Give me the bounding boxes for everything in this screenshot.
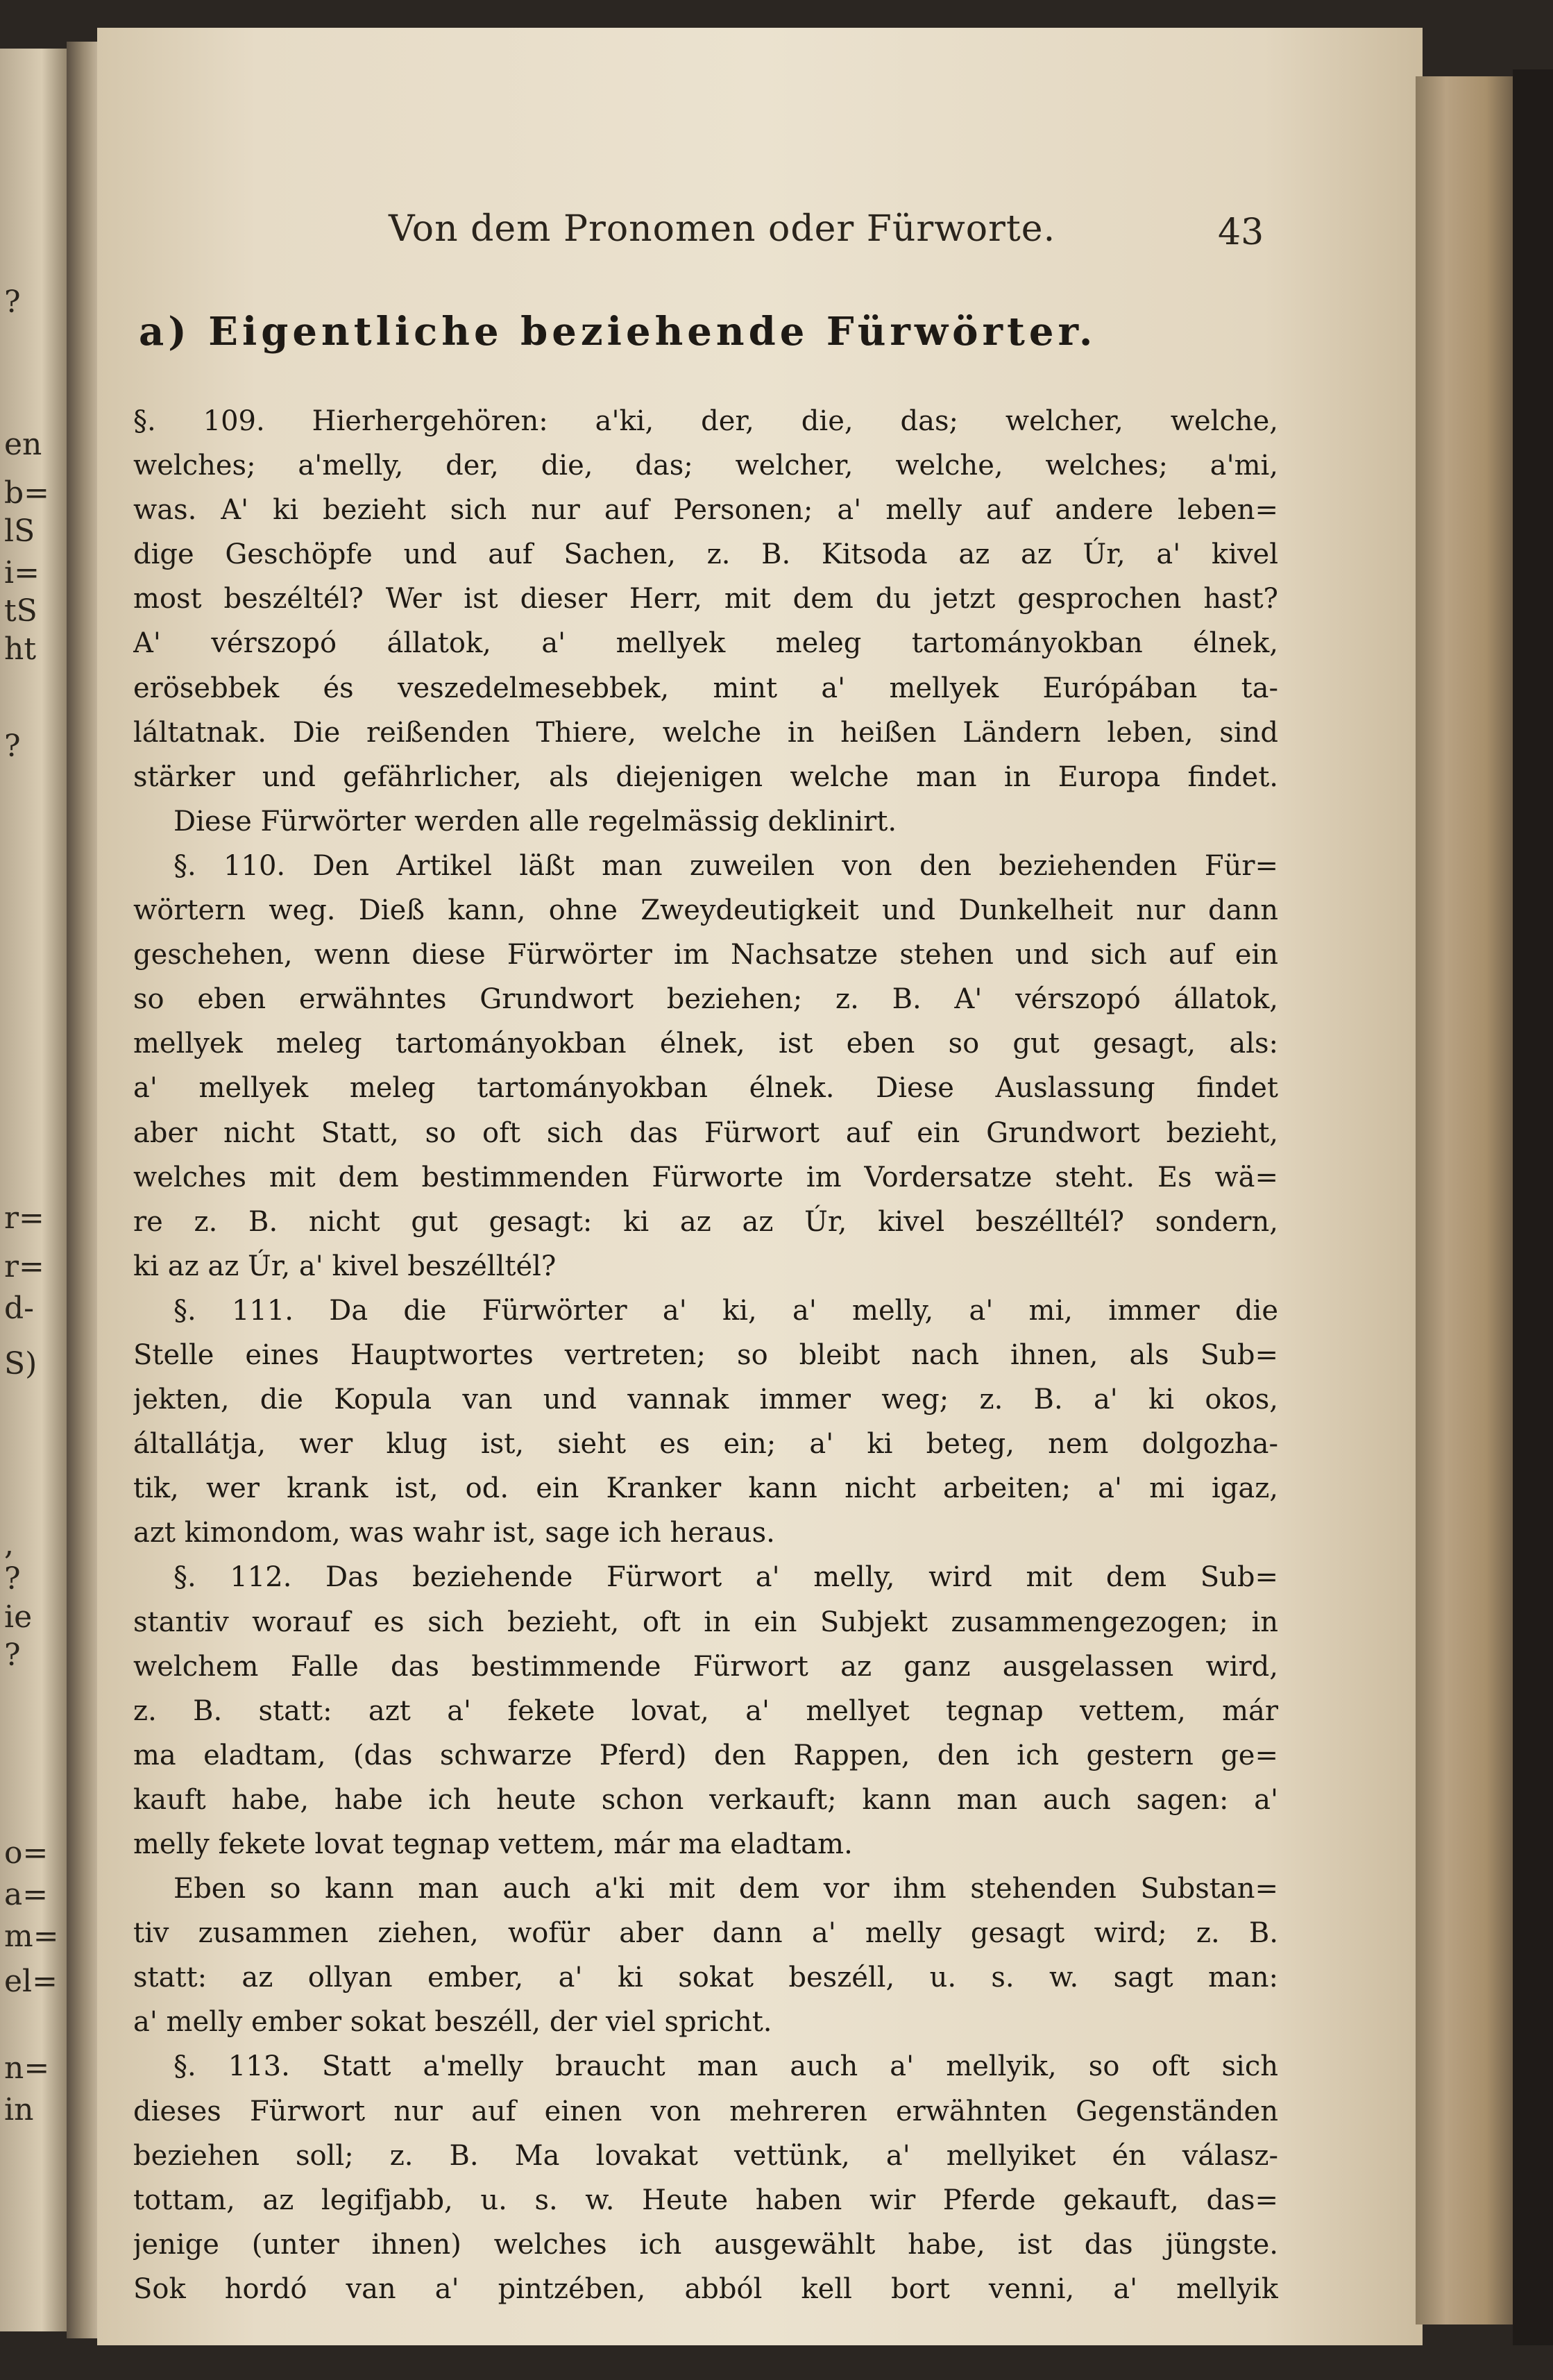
text-line: Diese Fürwörter werden alle regelmässig deklinirt.: [173, 805, 897, 838]
left-fragment: ht: [4, 631, 37, 667]
text-line: z. B. statt: azt a' fekete lovat, a' mellyet tegnap vettem, már: [133, 1694, 1278, 1727]
text-line: §. 111. Da die Fürwörter a' ki, a' melly, a' mi, immer die: [173, 1294, 1278, 1327]
text-line: azt kimondom, was wahr ist, sage ich heraus.: [133, 1517, 775, 1549]
text-line: tik, wer krank ist, od. ein Kranker kann nicht arbeiten; a' mi igaz,: [133, 1472, 1278, 1505]
left-fragment: ?: [4, 729, 21, 764]
text-line: ki az az Úr, a' kivel beszélltél?: [133, 1250, 557, 1282]
text-line: §. 109. Hierhergehören: a'ki, der, die, das; welcher, welche,: [133, 405, 1278, 437]
text-line: a' mellyek meleg tartományokban élnek. Diese Auslassung findet: [133, 1072, 1278, 1105]
text-line: dige Geschöpfe und auf Sachen, z. B. Kitsoda az az Úr, a' kivel: [133, 538, 1278, 571]
left-fragment: b=: [4, 475, 50, 511]
text-line: statt: az ollyan ember, a' ki sokat beszéll, u. s. w. sagt man:: [133, 1962, 1278, 1994]
left-fragment: ie: [4, 1599, 33, 1635]
left-fragment: tS: [4, 593, 37, 629]
text-line: geschehen, wenn diese Fürwörter im Nachsatze stehen und sich auf ein: [133, 939, 1278, 971]
left-fragment: d-: [4, 1291, 35, 1326]
left-fragment: el=: [4, 1964, 58, 1999]
left-fragment: m=: [4, 1919, 59, 1954]
text-line: tiv zusammen ziehen, wofür aber dann a' melly gesagt wird; z. B.: [133, 1917, 1278, 1950]
text-line: was. A' ki bezieht sich nur auf Personen; a' melly auf andere leben=: [133, 494, 1278, 527]
text-line: mellyek meleg tartományokban élnek, ist eben so gut gesagt, als:: [133, 1028, 1278, 1060]
text-line: tottam, az legifjabb, u. s. w. Heute haben wir Pferde gekauft, das=: [133, 2184, 1278, 2216]
text-line: jekten, die Kopula van und vannak immer weg; z. B. a' ki okos,: [133, 1384, 1278, 1416]
text-line: §. 112. Das beziehende Fürwort a' melly, wird mit dem Sub=: [173, 1561, 1278, 1594]
left-fragment: S): [4, 1346, 37, 1382]
left-fragment: ?: [4, 1638, 21, 1673]
text-line: aber nicht Statt, so oft sich das Fürwort auf ein Grundwort bezieht,: [133, 1116, 1278, 1149]
body-text: [133, 399, 1278, 2311]
section-heading: a) Eigentliche beziehende Fürwörter.: [139, 309, 1097, 355]
left-fragment: r=: [4, 1200, 44, 1236]
text-line: Eben so kann man auch a'ki mit dem vor ihm stehenden Substan=: [173, 1873, 1278, 1905]
text-line: so eben erwähntes Grundwort beziehen; z. B. A' vérszopó állatok,: [133, 983, 1278, 1016]
text-line: §. 113. Statt a'melly braucht man auch a' mellyik, so oft sich: [173, 2050, 1278, 2083]
left-fragment: n=: [4, 2050, 50, 2086]
left-fragment: lS: [4, 513, 35, 549]
left-fragment: o=: [4, 1835, 49, 1871]
text-line: re z. B. nicht gut gesagt: ki az az Úr, kivel beszélltél? sondern,: [133, 1205, 1278, 1238]
text-line: dieses Fürwort nur auf einen von mehreren erwähnten Gegenständen: [133, 2095, 1278, 2127]
left-fragment: r=: [4, 1249, 44, 1284]
page-number: 43: [1218, 212, 1264, 253]
text-line: ma eladtam, (das schwarze Pferd) den Rappen, den ich gestern ge=: [133, 1739, 1278, 1771]
text-line: láltatnak. Die reißenden Thiere, welche in heißen Ländern leben, sind: [133, 716, 1278, 749]
text-line: most beszéltél? Wer ist dieser Herr, mit dem du jetzt gesprochen hast?: [133, 583, 1278, 615]
text-line: §. 110. Den Artikel läßt man zuweilen von den beziehenden Für=: [173, 849, 1278, 882]
text-line: stärker und gefährlicher, als diejenigen welche man in Europa findet.: [133, 760, 1278, 793]
text-line: a' melly ember sokat beszéll, der viel spricht.: [133, 2006, 772, 2039]
text-line: erösebbek és veszedelmesebbek, mint a' mellyek Európában ta-: [133, 672, 1278, 704]
text-line: Stelle eines Hauptwortes vertreten; so bleibt nach ihnen, als Sub=: [133, 1338, 1278, 1371]
left-fragment: in: [4, 2092, 34, 2127]
text-line: beziehen soll; z. B. Ma lovakat vettünk, a' mellyiket én válasz-: [133, 2139, 1278, 2172]
text-line: welchem Falle das bestimmende Fürwort az ganz ausgelassen wird,: [133, 1650, 1278, 1683]
left-fragment: a=: [4, 1877, 49, 1912]
left-fragment: ?: [4, 284, 21, 320]
text-line: melly fekete lovat tegnap vettem, már ma eladtam.: [133, 1828, 853, 1860]
left-fragment: ,: [4, 1527, 14, 1562]
text-line: Sok hordó van a' pintzében, abból kell bort venni, a' mellyik: [133, 2272, 1278, 2305]
text-line: welches mit dem bestimmenden Fürworte im Vordersatze steht. Es wä=: [133, 1161, 1278, 1193]
text-line: welches; a'melly, der, die, das; welcher, welche, welches; a'mi,: [133, 450, 1278, 482]
left-fragment: ?: [4, 1561, 21, 1597]
left-fragment: i=: [4, 555, 40, 590]
text-line: wörtern weg. Dieß kann, ohne Zweydeutigkeit und Dunkelheit nur dann: [133, 894, 1278, 927]
left-page-edge: [0, 49, 69, 2331]
text-line: stantiv worauf es sich bezieht, oft in ein Subjekt zusammengezogen; in: [133, 1606, 1278, 1638]
text-line: általlátja, wer klug ist, sieht es ein; a' ki beteg, nem dolgozha-: [133, 1428, 1278, 1461]
text-line: A' vérszopó állatok, a' mellyek meleg tartományokban élnek,: [133, 627, 1278, 660]
book-gutter: [67, 42, 101, 2338]
text-line: jenige (unter ihnen) welches ich ausgewählt habe, ist das jüngste.: [133, 2228, 1278, 2261]
running-head: Von dem Pronomen oder Fürworte.: [389, 208, 1056, 250]
background-edge: [1513, 69, 1553, 2345]
page-stack-edge: [1416, 76, 1516, 2324]
text-line: kauft habe, habe ich heute schon verkauft; kann man auch sagen: a': [133, 1783, 1278, 1816]
left-fragment: en: [4, 427, 42, 462]
